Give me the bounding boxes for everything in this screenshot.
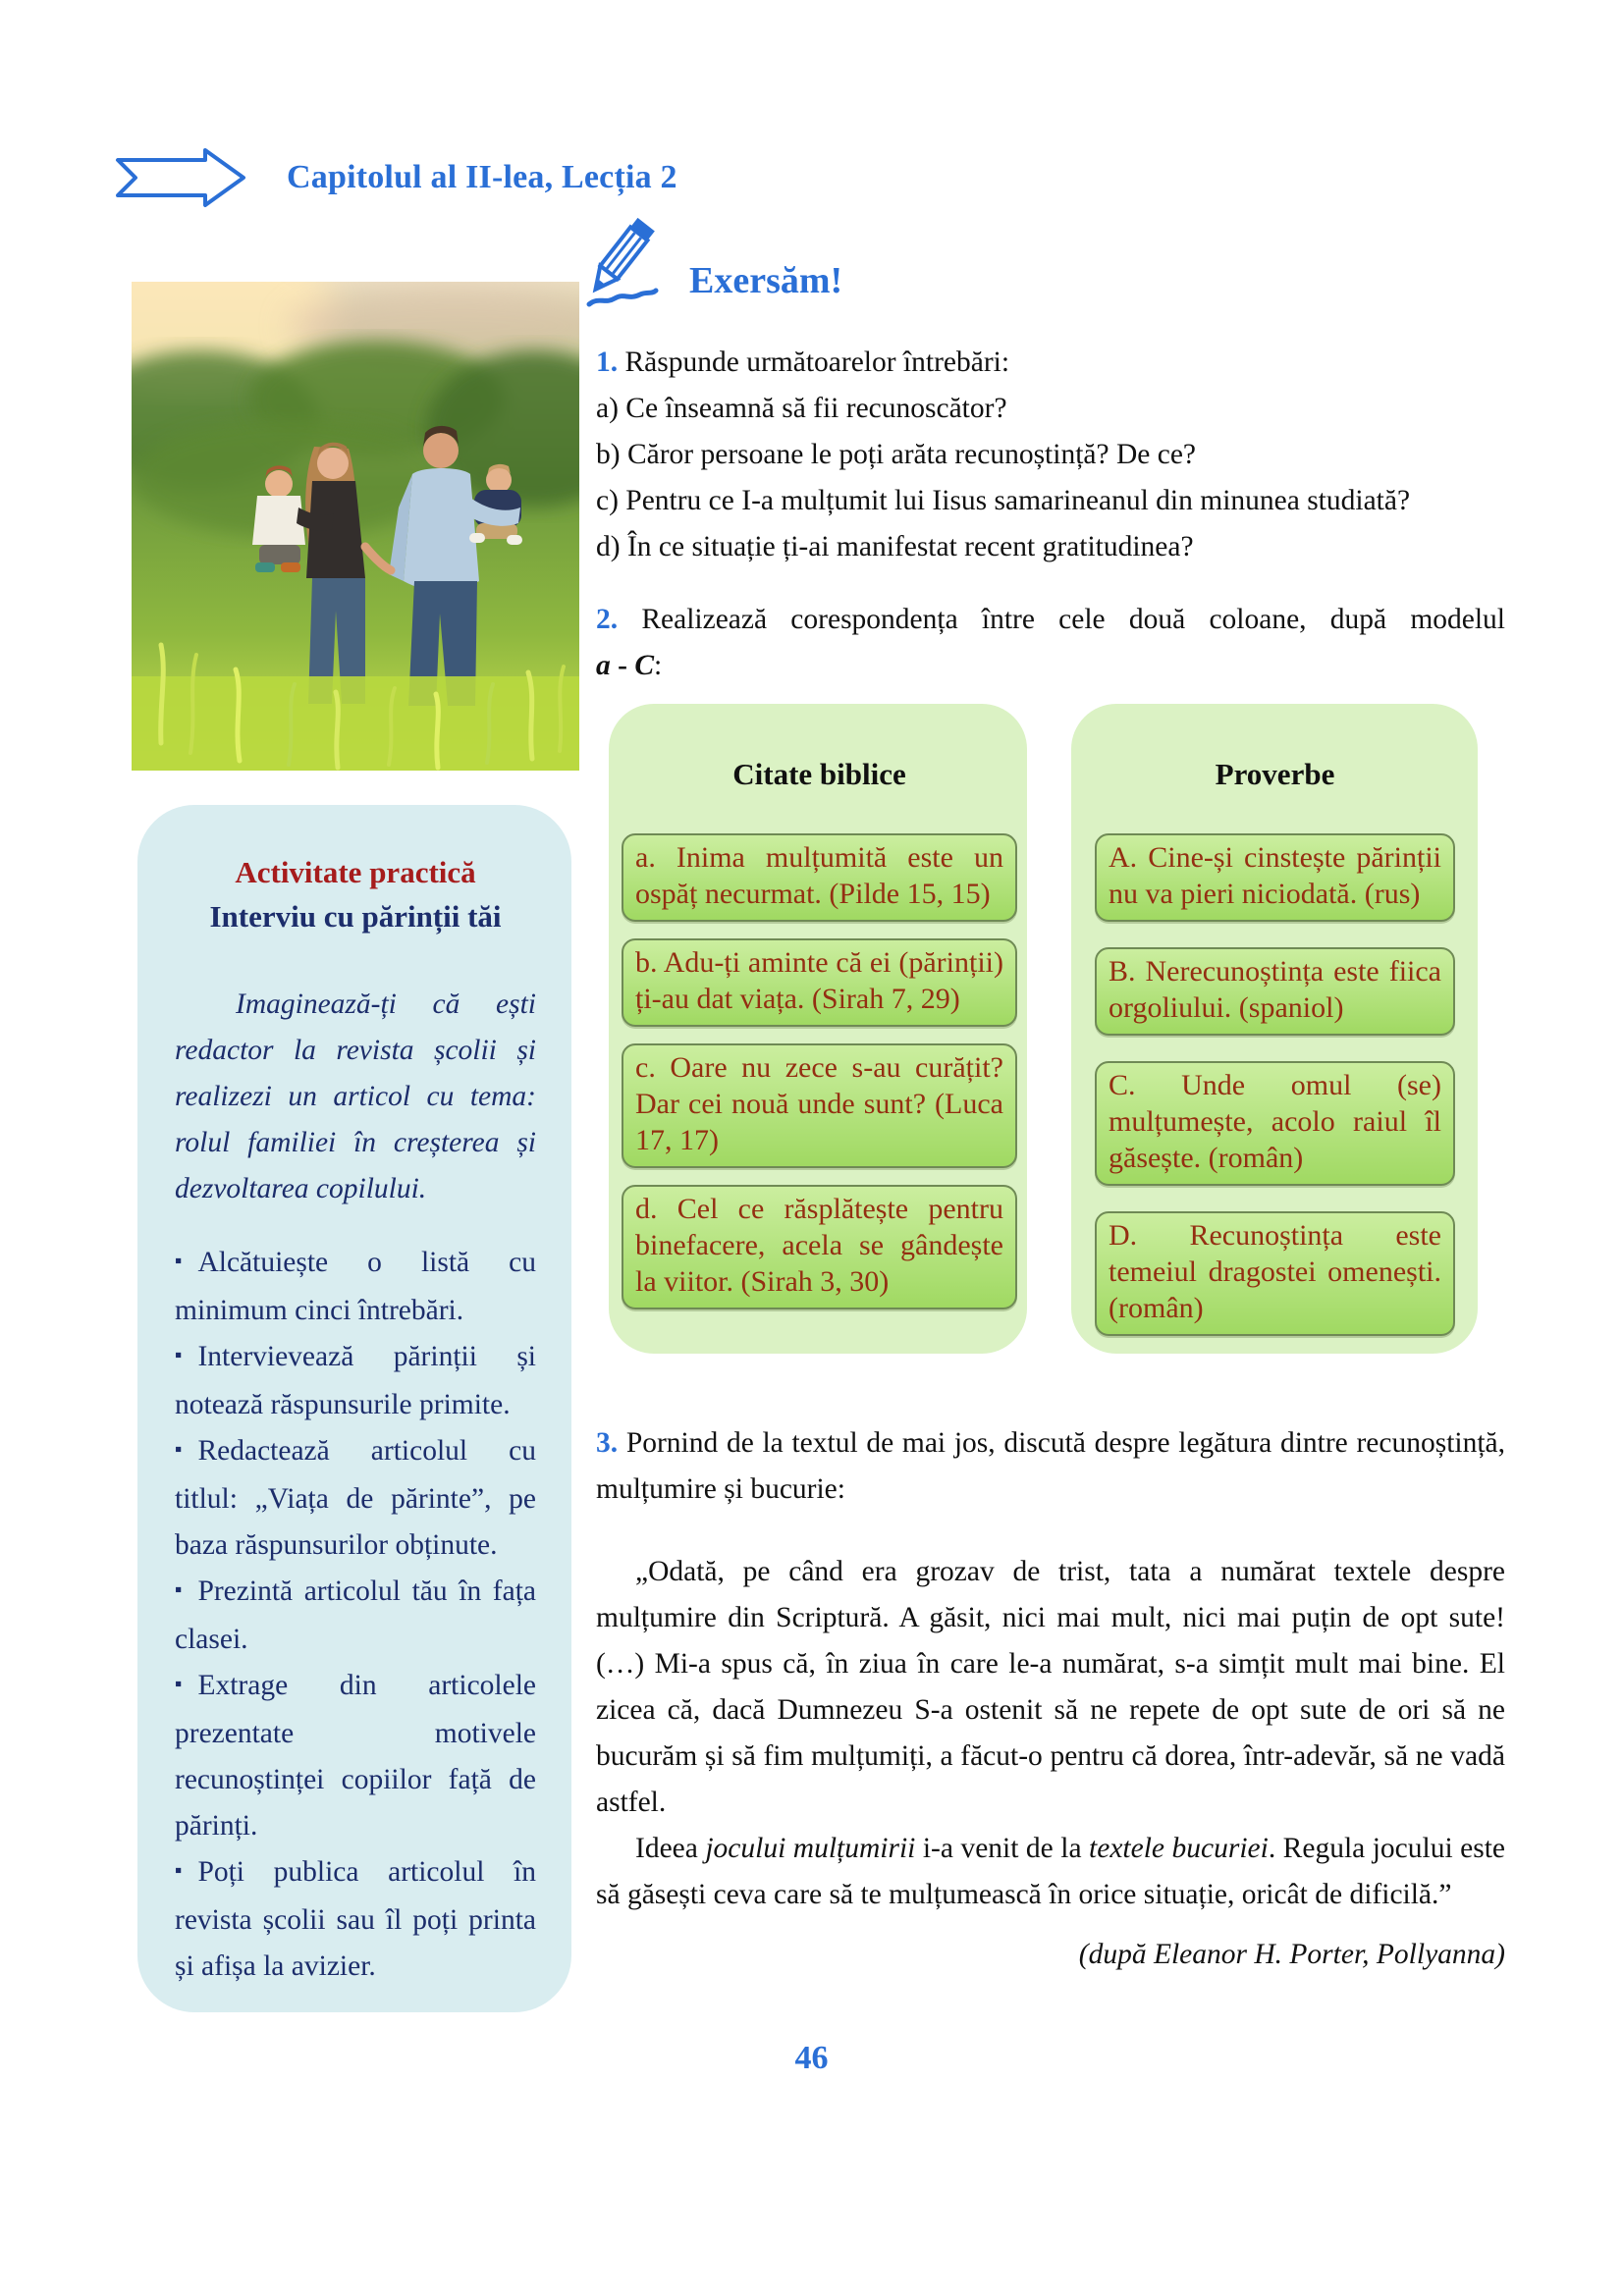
practical-subtitle: Interviu cu părinții tăi bbox=[209, 899, 502, 934]
exercise-3-number: 3. bbox=[596, 1427, 619, 1459]
arrow-icon bbox=[114, 147, 247, 208]
family-photo bbox=[132, 282, 579, 771]
proverb-item-D: D. Recunoștința este temeiul dragostei omenești. (român) bbox=[1095, 1211, 1455, 1336]
pencil-icon bbox=[583, 214, 677, 312]
practical-bullet-list bbox=[175, 1240, 536, 1990]
quote-paragraph-1: „Odată, pe când era grozav de trist, tata a numărat textele despre mulțumire din Scriptură. A găsit, nici mai mult, nici mai puțin de opt sute! (…) Mi-a spus că, în ziua în care le-a numărat, s-a simțit mult mai bine. El zicea că, dacă Dumnezeu S-a ostenit să ne repete de opt sute de ori să ne bucurăm și să fim mulțumiți, a făcut-o pentru că dorea, într-adevăr, să ne vadă astfel. bbox=[596, 1556, 1505, 1818]
texts-name-italic: textele bucuriei bbox=[1089, 1833, 1269, 1864]
exercise-3-text: Pornind de la textul de mai jos, discută despre legătura dintre recunoștință, mulțumire și bucurie: bbox=[596, 1427, 1506, 1505]
quote-attribution: (după Eleanor H. Porter, Pollyanna) bbox=[1078, 1939, 1505, 1970]
exercise-2-text-line bbox=[596, 597, 1505, 643]
bullet-square-icon: ▪ bbox=[175, 1858, 183, 1882]
bullet-text: Prezintă articolul tău în fața clasei. bbox=[175, 1575, 536, 1655]
section-heading bbox=[583, 214, 842, 312]
bullet-square-icon: ▪ bbox=[175, 1577, 183, 1601]
section-title: Exersăm! bbox=[689, 260, 843, 301]
bullet-item bbox=[175, 1428, 536, 1569]
bullet-item bbox=[175, 1569, 536, 1663]
bullet-item bbox=[175, 1334, 536, 1428]
page-number: 46 bbox=[794, 2040, 829, 2076]
practical-intro: Imaginează-ți că ești redactor la revista școlii și realizezi un articol cu tema: rolul familiei în creșterea și dezvoltarea copilului. bbox=[175, 988, 536, 1204]
practical-activity-box bbox=[137, 805, 571, 2012]
exercise-2 bbox=[596, 597, 1505, 689]
bullet-square-icon: ▪ bbox=[175, 1672, 183, 1695]
bullet-item bbox=[175, 1240, 536, 1334]
question-item-c: c) Pentru ce I-a mulțumit lui Iisus samarineanul din minunea studiată? bbox=[596, 485, 1411, 516]
proverb-item-C: C. Unde omul (se) mulțumește, acolo raiul îl găsește. (român) bbox=[1095, 1061, 1455, 1186]
practical-title: Activitate practică bbox=[235, 855, 476, 889]
chapter-title: Capitolul al II-lea, Lecția 2 bbox=[287, 159, 677, 195]
bullet-text: Intervievează părinții și notează răspunsurile primite. bbox=[175, 1341, 536, 1420]
bullet-text: Alcătuiește o listă cu minimum cinci întrebări. bbox=[175, 1247, 536, 1326]
bullet-item bbox=[175, 1663, 536, 1849]
panel-title-proverbe: Proverbe bbox=[1215, 757, 1335, 791]
bullet-square-icon: ▪ bbox=[175, 1437, 183, 1461]
bullet-text: Redactează articolul cu titlul: „Viața de părinte”, pe baza răspunsurilor obținute. bbox=[175, 1435, 536, 1561]
bullet-text: Extrage din articolele prezentate motivele recunoștinței copiilor față de părinți. bbox=[175, 1670, 536, 1842]
model-letter-c: C bbox=[634, 650, 655, 681]
game-name-italic: jocului mulțumirii bbox=[705, 1833, 916, 1864]
proverb-item-A: A. Cine-și cinstește părinții nu va pieri niciodată. (rus) bbox=[1095, 833, 1455, 922]
exercise-2-number: 2. bbox=[596, 604, 619, 635]
exercise-3 bbox=[596, 1420, 1505, 1513]
question-item-a: a) Ce înseamnă să fii recunoscător? bbox=[596, 393, 1007, 424]
quote-item-d: d. Cel ce răsplătește pentru binefacere, acela se gândește la viitor. (Sirah 3, 30) bbox=[622, 1185, 1017, 1309]
exercise-2-model: a - C: bbox=[596, 650, 663, 681]
bullet-square-icon: ▪ bbox=[175, 1343, 183, 1366]
proverb-item-B: B. Nerecunoștința este fiica orgoliului. (spaniol) bbox=[1095, 947, 1455, 1036]
bullet-square-icon: ▪ bbox=[175, 1249, 183, 1272]
quote-item-a: a. Inima mulțumită este un ospăț necurmat. (Pilde 15, 15) bbox=[622, 833, 1017, 922]
exercise-2-text: Realizează corespondența între cele două coloane, după modelul bbox=[641, 604, 1506, 635]
bullet-item bbox=[175, 1849, 536, 1990]
quote-item-c: c. Oare nu zece s-au curățit? Dar cei nouă unde sunt? (Luca 17, 17) bbox=[622, 1043, 1017, 1168]
model-letter-a: a bbox=[596, 650, 611, 681]
exercise-1-intro: Răspunde următoarelor întrebări: bbox=[624, 347, 1010, 378]
question-item-d: d) În ce situație ți-ai manifestat recent gratitudinea? bbox=[596, 531, 1194, 562]
panel-title-citate: Citate biblice bbox=[732, 757, 906, 791]
chapter-header bbox=[114, 147, 677, 208]
quote-block bbox=[596, 1549, 1505, 1978]
bullet-text: Poți publica articolul în revista școlii sau îl poți printa și afișa la avizier. bbox=[175, 1856, 536, 1982]
quote-paragraph-2: Ideea jocului mulțumirii i-a venit de la textele bucuriei. Regula jocului este să găsești ceva care să te mulțumească în orice situație, oricât de dificilă.” bbox=[596, 1833, 1506, 1910]
quote-item-b: b. Adu-ți aminte că ei (părinții) ți-au dat viața. (Sirah 7, 29) bbox=[622, 938, 1017, 1027]
exercise-1-intro-line bbox=[596, 340, 1505, 386]
proverbs-panel bbox=[1071, 704, 1478, 1354]
biblical-quotes-panel bbox=[609, 704, 1027, 1354]
question-item-b: b) Căror persoane le poți arăta recunoștință? De ce? bbox=[596, 439, 1197, 470]
exercise-1-number: 1. bbox=[596, 347, 619, 378]
exercise-1 bbox=[596, 340, 1505, 570]
